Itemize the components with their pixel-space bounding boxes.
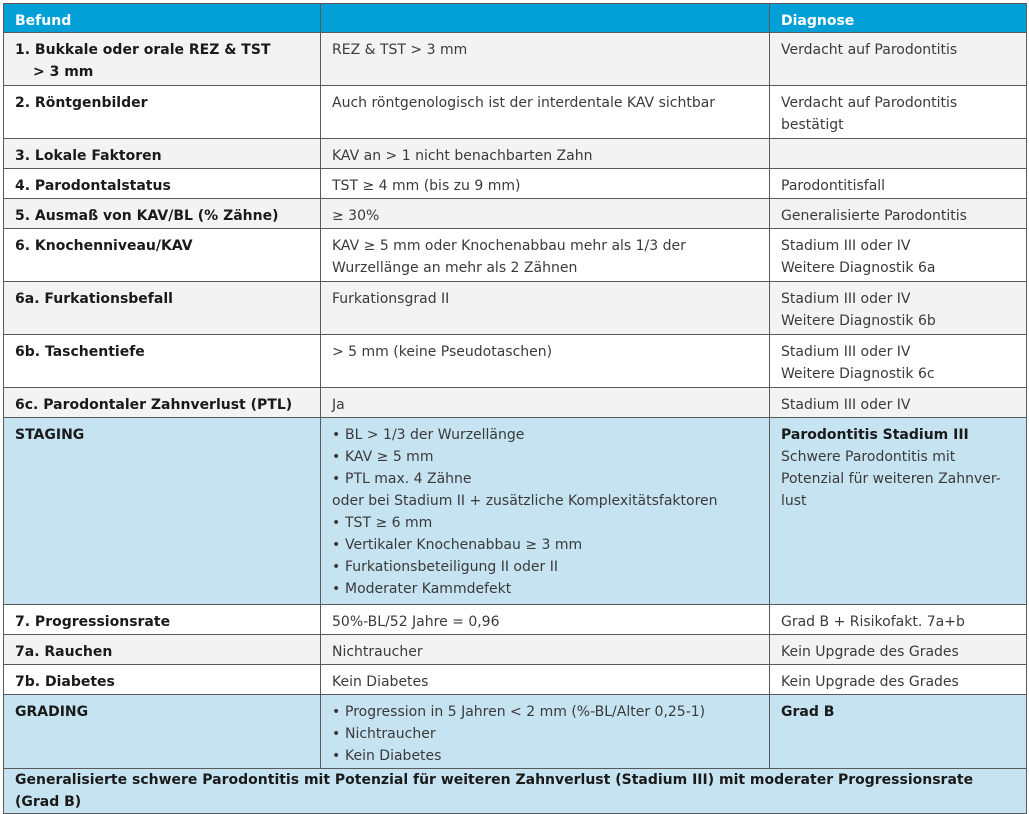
diagnosis-cell xyxy=(770,86,1027,139)
diagnosis-cell: Kein Upgrade des Grades xyxy=(770,635,1027,665)
table-row xyxy=(4,33,1027,86)
finding-cell xyxy=(4,33,321,86)
staging-diagnosis xyxy=(770,418,1027,605)
diagnosis-text: Stadium III oder IV xyxy=(781,344,911,360)
summary-text: Generalisierte schwere Parodontitis mit Potenzial für weiteren Zahnverlust (Stadium III) mit moderater Progressionsrate (Grad B) xyxy=(4,769,1027,814)
bullet-item: • Progression in 5 Jahren < 2 mm (%-BL/Alter 0,25-1) xyxy=(332,701,758,723)
finding-cell: 6c. Parodontaler Zahnverlust (PTL) xyxy=(4,388,321,418)
table-row xyxy=(4,139,1027,169)
result-cell: Ja xyxy=(321,388,770,418)
table-row xyxy=(4,169,1027,199)
result-cell: > 5 mm (keine Pseudotaschen) xyxy=(321,335,770,388)
finding-cell: 2. Röntgenbilder xyxy=(4,86,321,139)
table-row xyxy=(4,229,1027,282)
staging-criteria xyxy=(321,418,770,605)
finding-cell: 5. Ausmaß von KAV/BL (% Zähne) xyxy=(4,199,321,229)
result-cell: Nichtraucher xyxy=(321,635,770,665)
staging-bullets-b xyxy=(332,512,758,600)
diagnosis-cell: Verdacht auf Parodontitis xyxy=(770,33,1027,86)
diagnosis-table xyxy=(3,3,1027,814)
grading-diagnosis-title: Grad B xyxy=(781,704,835,720)
diagnosis-cell xyxy=(770,139,1027,169)
bullet-item: • PTL max. 4 Zähne xyxy=(332,468,758,490)
diagnosis-text: Potenzial für weiteren Zahnver- xyxy=(781,471,1001,487)
table-header-row xyxy=(4,4,1027,33)
table-row xyxy=(4,335,1027,388)
grading-label: GRADING xyxy=(4,695,321,769)
finding-cell: 3. Lokale Faktoren xyxy=(4,139,321,169)
result-text: Wurzellänge an mehr als 2 Zähnen xyxy=(332,260,578,276)
diagnosis-cell: Parodontitisfall xyxy=(770,169,1027,199)
bullet-item: • TST ≥ 6 mm xyxy=(332,512,758,534)
bullet-item: • Vertikaler Knochenabbau ≥ 3 mm xyxy=(332,534,758,556)
staging-diagnosis-title: Parodontitis Stadium III xyxy=(781,427,969,443)
bullet-item: • Kein Diabetes xyxy=(332,745,758,767)
diagnosis-cell: Kein Upgrade des Grades xyxy=(770,665,1027,695)
table-row xyxy=(4,665,1027,695)
diagnosis-cell: Grad B + Risikofakt. 7a+b xyxy=(770,605,1027,635)
finding-cell: 7a. Rauchen xyxy=(4,635,321,665)
finding-cell: 6b. Taschentiefe xyxy=(4,335,321,388)
finding-cell: 7b. Diabetes xyxy=(4,665,321,695)
staging-bullets-a xyxy=(332,424,758,490)
table-row xyxy=(4,199,1027,229)
finding-text: > 3 mm xyxy=(33,64,94,80)
diagnosis-cell xyxy=(770,282,1027,335)
result-cell: 50%-BL/52 Jahre = 0,96 xyxy=(321,605,770,635)
bullet-item: • Furkationsbeteiligung II oder II xyxy=(332,556,758,578)
result-cell: TST ≥ 4 mm (bis zu 9 mm) xyxy=(321,169,770,199)
diagnosis-cell xyxy=(770,335,1027,388)
table-row xyxy=(4,282,1027,335)
finding-cell: 6. Knochenniveau/KAV xyxy=(4,229,321,282)
diagnosis-text: Weitere Diagnostik 6c xyxy=(781,366,935,382)
finding-cell: 6a. Furkationsbefall xyxy=(4,282,321,335)
result-cell: Kein Diabetes xyxy=(321,665,770,695)
bullet-item: • Moderater Kammdefekt xyxy=(332,578,758,600)
result-cell xyxy=(321,229,770,282)
result-cell: Auch röntgenologisch ist der interdentale KAV sichtbar xyxy=(321,86,770,139)
diagnosis-text: Weitere Diagnostik 6a xyxy=(781,260,936,276)
diagnosis-text: lust xyxy=(781,493,807,509)
staging-note: oder bei Stadium II + zusätzliche Komplexitätsfaktoren xyxy=(332,493,718,509)
grading-row xyxy=(4,695,1027,769)
header-befund: Befund xyxy=(4,4,321,33)
diagnosis-text: Stadium III oder IV xyxy=(781,238,911,254)
result-cell: Furkationsgrad II xyxy=(321,282,770,335)
diagnosis-text: Schwere Parodontitis mit xyxy=(781,449,956,465)
table-row xyxy=(4,605,1027,635)
result-cell: KAV an > 1 nicht benachbarten Zahn xyxy=(321,139,770,169)
diagnosis-cell: Generalisierte Parodontitis xyxy=(770,199,1027,229)
bullet-item: • KAV ≥ 5 mm xyxy=(332,446,758,468)
bullet-item: • BL > 1/3 der Wurzellänge xyxy=(332,424,758,446)
result-text: KAV ≥ 5 mm oder Knochenabbau mehr als 1/3 der xyxy=(332,238,686,254)
grading-criteria xyxy=(321,695,770,769)
finding-text: 1. Bukkale oder orale REZ & TST xyxy=(15,42,271,58)
diagnosis-text: bestätigt xyxy=(781,117,844,133)
finding-cell: 7. Progressionsrate xyxy=(4,605,321,635)
table-row xyxy=(4,635,1027,665)
summary-row xyxy=(4,769,1027,814)
result-cell: ≥ 30% xyxy=(321,199,770,229)
result-cell: REZ & TST > 3 mm xyxy=(321,33,770,86)
diagnosis-text: Weitere Diagnostik 6b xyxy=(781,313,936,329)
finding-cell: 4. Parodontalstatus xyxy=(4,169,321,199)
diagnosis-cell: Stadium III oder IV xyxy=(770,388,1027,418)
grading-bullets xyxy=(332,701,758,767)
header-diagnose: Diagnose xyxy=(770,4,1027,33)
grading-diagnosis xyxy=(770,695,1027,769)
diagnosis-text: Stadium III oder IV xyxy=(781,291,911,307)
staging-row xyxy=(4,418,1027,605)
table-row xyxy=(4,86,1027,139)
bullet-item: • Nichtraucher xyxy=(332,723,758,745)
table-row xyxy=(4,388,1027,418)
header-result xyxy=(321,4,770,33)
staging-label: STAGING xyxy=(4,418,321,605)
diagnosis-cell xyxy=(770,229,1027,282)
diagnosis-text: Verdacht auf Parodontitis xyxy=(781,95,958,111)
